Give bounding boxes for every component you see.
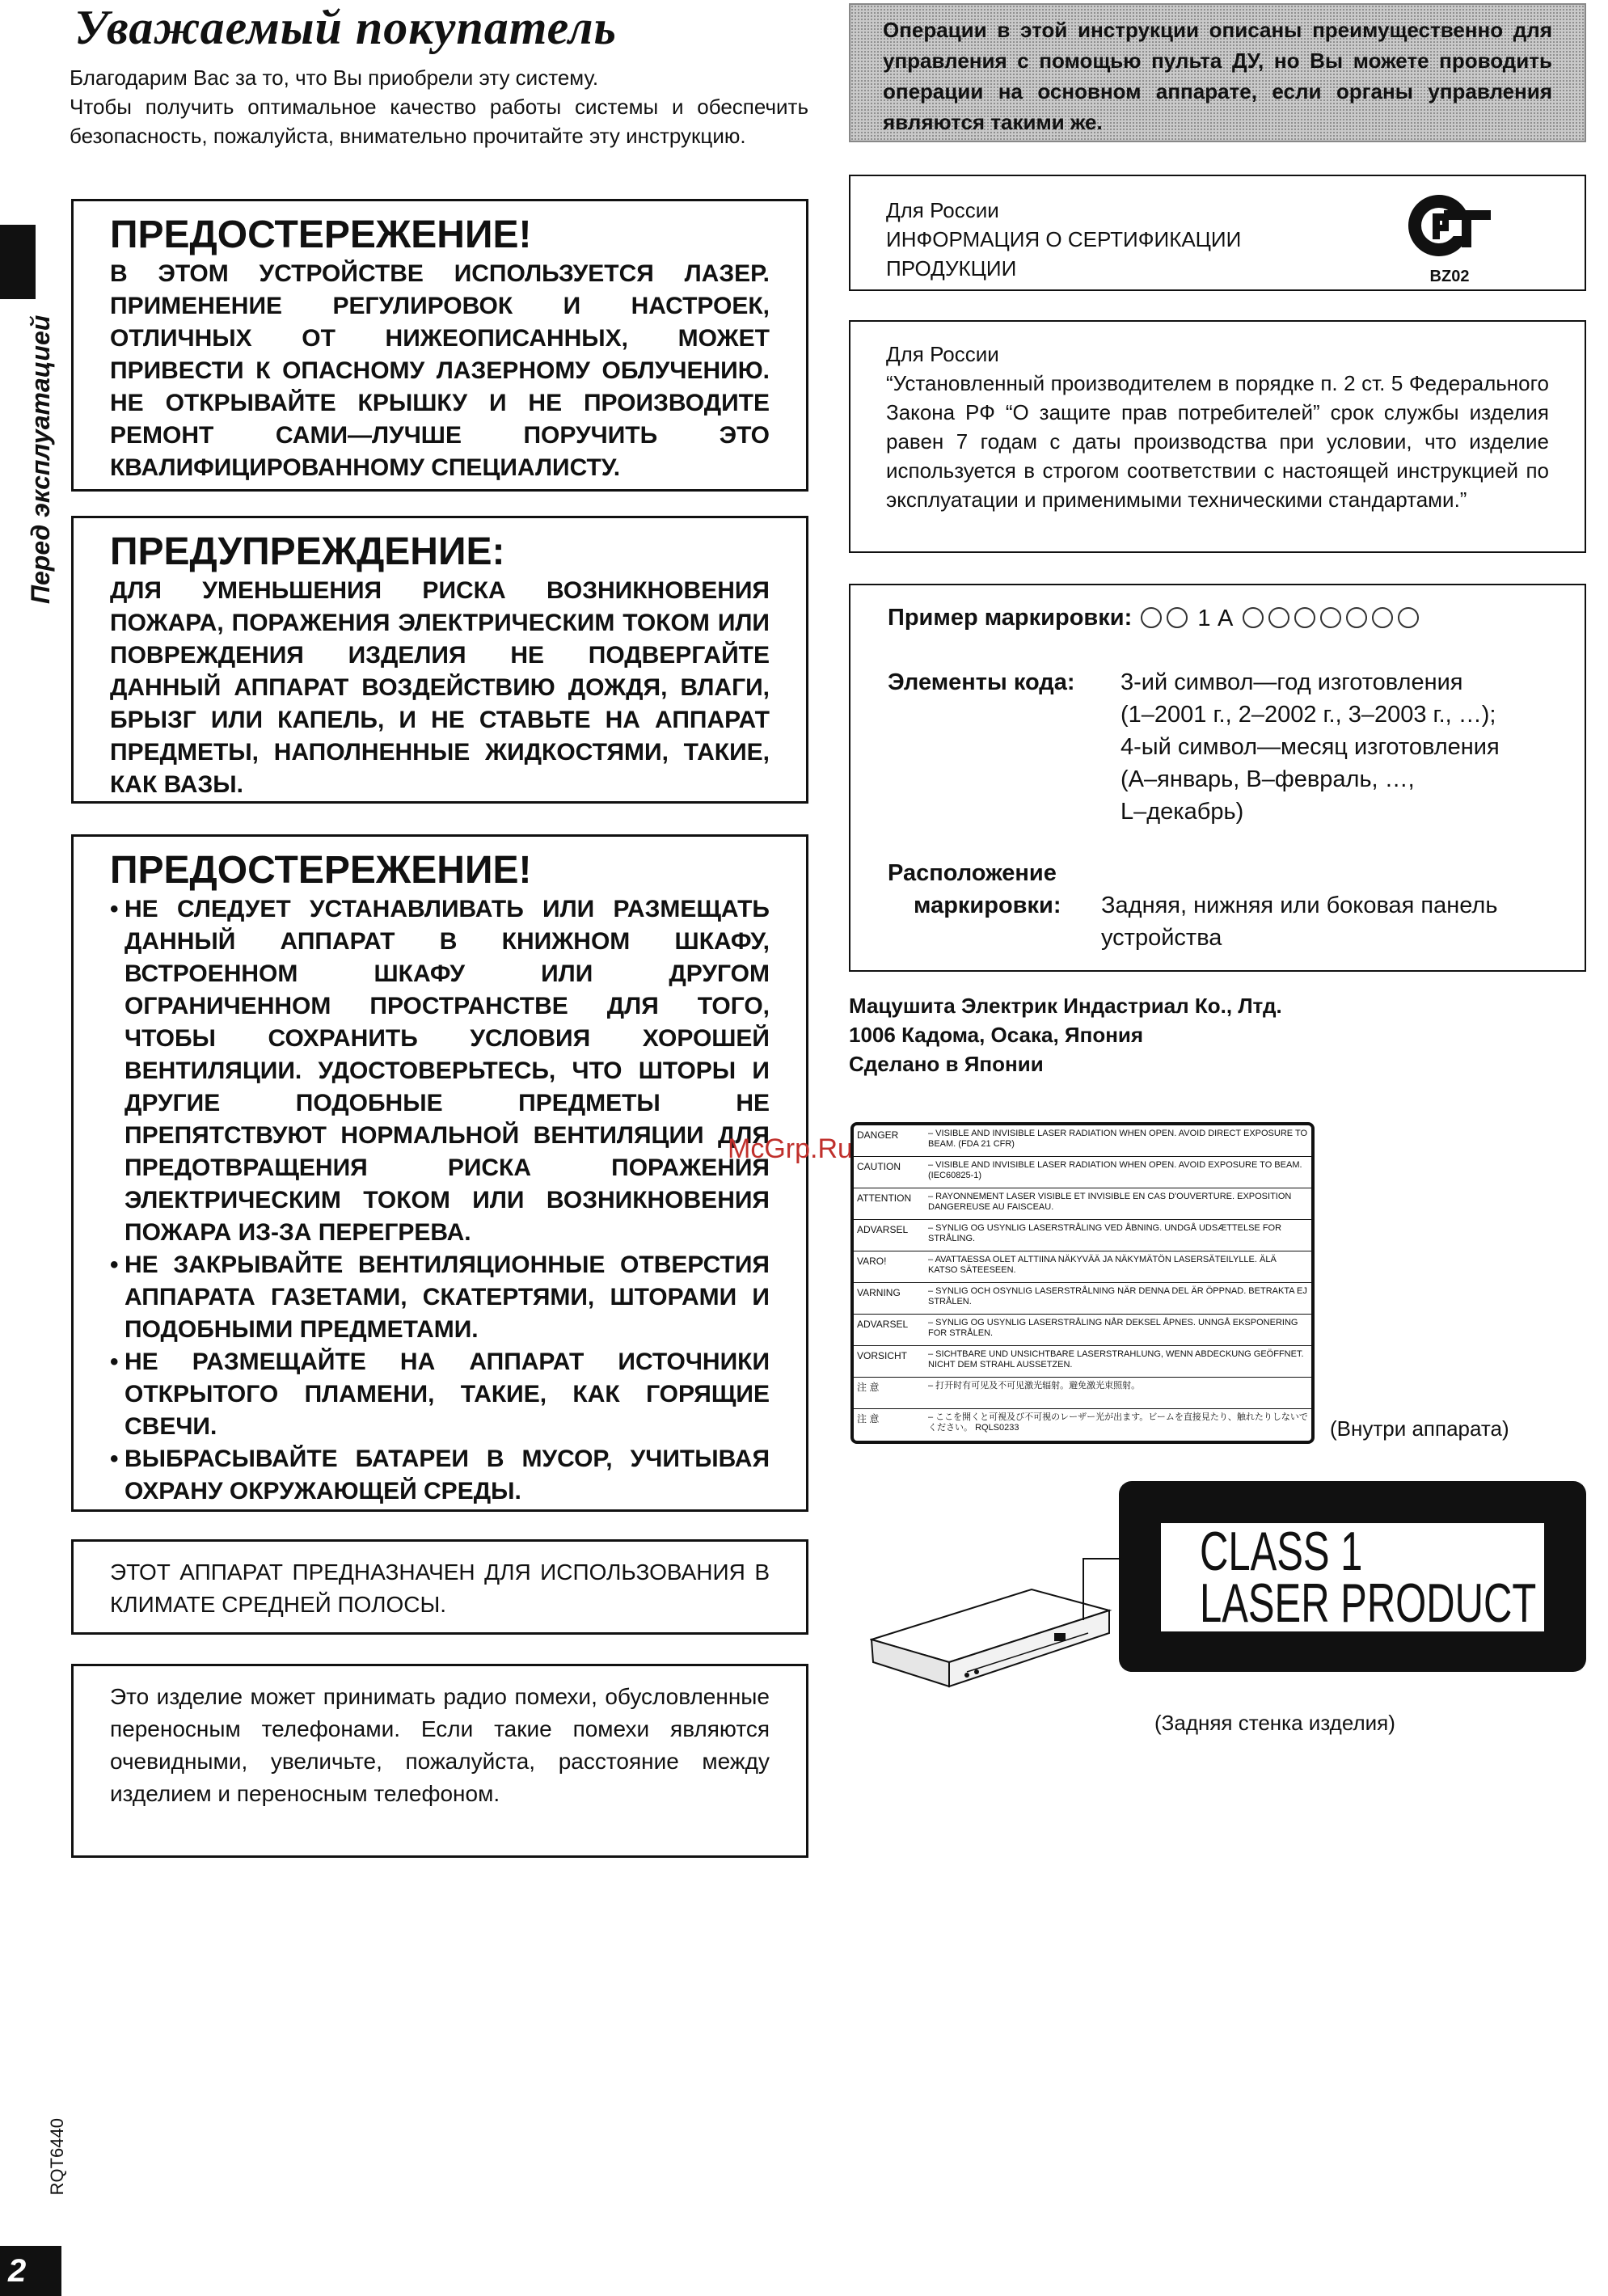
label-key: 注 意	[857, 1382, 880, 1393]
marking-example	[888, 601, 1421, 635]
code-placeholder-icon	[1346, 607, 1367, 628]
manufacturer-line: 1006 Кадома, Осака, Япония	[849, 1023, 1144, 1047]
side-tab-marker	[0, 225, 36, 299]
table-row	[854, 1157, 1311, 1188]
label-text: – 打开时有可见及不可见激光辐射。避免激光束照射。	[928, 1381, 1141, 1391]
page-title: Уважаемый покупатель	[74, 1, 617, 54]
manufacturer-line: Мацушита Электрик Индастриал Ко., Лтд.	[849, 994, 1282, 1018]
caution-title: ПРЕДОСТЕРЕЖЕНИЕ!	[110, 213, 532, 256]
label-text: – RAYONNEMENT LASER VISIBLE ET INVISIBLE EN CAS D'OUVERTURE. EXPOSITION DANGEREUSE AU FAISCEAU.	[928, 1192, 1292, 1212]
climate-text: ЭТОТ АППАРАТ ПРЕДНАЗНАЧЕН ДЛЯ ИСПОЛЬЗОВАНИЯ В КЛИМАТЕ СРЕДНЕЙ ПОЛОСЫ.	[110, 1560, 770, 1617]
caution-box-laser	[71, 199, 808, 492]
certification-box	[849, 175, 1586, 291]
warning-box	[71, 516, 808, 804]
marking-code-pattern	[1138, 602, 1420, 635]
code-placeholder-icon	[1294, 607, 1315, 628]
laser-warning-label	[850, 1122, 1315, 1444]
code-placeholder-icon	[1372, 607, 1393, 628]
location-label-1: Расположение	[888, 860, 1057, 886]
class1-line-2: LASER PRODUCT	[1200, 1572, 1537, 1634]
label-ref: RQLS0233	[975, 1423, 1019, 1433]
manufacturer-line: Сделано в Японии	[849, 1052, 1044, 1076]
interference-box	[71, 1664, 808, 1858]
code-placeholder-icon	[1320, 607, 1341, 628]
label-ref: (IEC60825-1)	[928, 1171, 982, 1180]
table-row	[854, 1220, 1311, 1251]
marking-example-chars: 1 A	[1197, 606, 1233, 632]
class1-line-1: CLASS 1	[1200, 1521, 1363, 1582]
code-placeholder-icon	[1141, 607, 1162, 628]
document-code: RQT6440	[47, 2118, 67, 2196]
for-russia-label: Для России	[886, 342, 999, 366]
page-number-value: 2	[8, 2252, 27, 2289]
table-row	[854, 1283, 1311, 1315]
label-ref: (FDA 21 CFR)	[958, 1139, 1015, 1149]
interference-text: Это изделие может принимать радио помехи, обусловленные переносным телефонами. Если такие помехи являются очевидными, увеличьте, пожалуйста, расстояние между изделием и переносным телефоном.	[110, 1684, 770, 1806]
label-text	[925, 1409, 1311, 1441]
label-text	[925, 1125, 1311, 1156]
label-text: – SYNLIG OG USYNLIG LASERSTRÅLING NÅR DEKSEL ÅPNES. UNNGÅ EKSPONERING FOR STRÅLEN.	[928, 1318, 1298, 1338]
table-row	[854, 1409, 1311, 1441]
climate-box	[71, 1539, 808, 1635]
table-row	[854, 1125, 1311, 1157]
list-item: • ВЫБРАСЫВАЙТЕ БАТАРЕИ В МУСОР, УЧИТЫВАЯ ОХРАНУ ОКРУЖАЮЩЕЙ СРЕДЫ.	[110, 1443, 770, 1508]
table-row	[854, 1188, 1311, 1220]
code-placeholder-icon	[1398, 607, 1419, 628]
label-warning: – VISIBLE AND INVISIBLE LASER RADIATION WHEN OPEN. AVOID EXPOSURE TO BEAM.	[928, 1160, 1302, 1170]
marking-example-label: Пример маркировки:	[888, 605, 1133, 631]
elements-label: Элементы кода:	[888, 669, 1075, 695]
elements-line: 4-ый символ—месяц изготовления	[1121, 734, 1500, 760]
location-description	[1101, 889, 1570, 954]
caution-title: ПРЕДОСТЕРЕЖЕНИЕ!	[110, 849, 532, 892]
label-key: ADVARSEL	[857, 1224, 909, 1235]
for-russia-label: Для России	[886, 198, 999, 222]
certification-logo	[1397, 191, 1502, 288]
label-key: VARO!	[857, 1256, 887, 1267]
table-row	[854, 1378, 1311, 1409]
label-key: ATTENTION	[857, 1192, 912, 1204]
code-placeholder-icon	[1268, 607, 1289, 628]
notice-text: Операции в этой инструкции описаны преимущественно для управления с помощью пульта ДУ, но Вы можете проводить операции на основном аппарате, если органы управления являются такими же.	[883, 18, 1552, 134]
label-text	[925, 1157, 1311, 1188]
elements-description	[1121, 666, 1573, 828]
inside-caption: (Внутри аппарата)	[1330, 1416, 1509, 1441]
label-warning: – VISIBLE AND INVISIBLE LASER RADIATION WHEN OPEN. AVOID DIRECT EXPOSURE TO BEAM.	[928, 1129, 1308, 1149]
list-item: • НЕ ЗАКРЫВАЙТЕ ВЕНТИЛЯЦИОННЫЕ ОТВЕРСТИЯ АППАРАТА ГАЗЕТАМИ, СКАТЕРТЯМИ, ШТОРАМИ И ПОДОБНЫМИ ПРЕДМЕТАМИ.	[110, 1249, 770, 1346]
device-illustration-icon	[870, 1520, 1137, 1690]
intro-text	[70, 63, 808, 150]
label-text: – AVATTAESSA OLET ALTTIINA NÄKYVÄÄ JA NÄKYMÄTÖN LASERSÄTEILYLLE. ÄLÄ KATSO SÄTEESEEN.	[928, 1255, 1277, 1275]
table-row	[854, 1251, 1311, 1283]
label-text: – SYNLIG OG USYNLIG LASERSTRÅLING VED ÅBNING. UNDGÅ UDSÆTTELSE FOR STRÅLING.	[928, 1223, 1282, 1243]
caution-box-ventilation	[71, 834, 808, 1512]
label-text: – SYNLIG OCH OSYNLIG LASERSTRÅLNING NÄR DENNA DEL ÄR ÖPPNAD. BETRAKTA EJ STRÅLEN.	[928, 1286, 1307, 1306]
code-placeholder-icon	[1243, 607, 1264, 628]
location-line: устройства	[1101, 925, 1222, 951]
warning-body: ДЛЯ УМЕНЬШЕНИЯ РИСКА ВОЗНИКНОВЕНИЯ ПОЖАРА, ПОРАЖЕНИЯ ЭЛЕКТРИЧЕСКИМ ТОКОМ ИЛИ ПОВРЕЖДЕНИЯ ИЗДЕЛИЯ НЕ ПОДВЕРГАЙТЕ ДАННЫЙ АППАРАТ ВОЗДЕЙСТВИЮ ДОЖДЯ, ВЛАГИ, БРЫЗГ ИЛИ КАПЕЛЬ, И НЕ СТАВЬТЕ НА АППАРАТ ПРЕДМЕТЫ, НАПОЛНЕННЫЕ ЖИДКОСТЯМИ, ТАКИЕ, КАК ВАЗЫ.	[110, 577, 770, 798]
class1-label-panel	[1161, 1521, 1544, 1634]
caution-list	[110, 893, 770, 1508]
list-item: • НЕ СЛЕДУЕТ УСТАНАВЛИВАТЬ ИЛИ РАЗМЕЩАТЬ ДАННЫЙ АППАРАТ В КНИЖНОМ ШКАФУ, ВСТРОЕННОМ ШКАФУ ИЛИ ДРУГОМ ОГРАНИЧЕННОМ ПРОСТРАНСТВЕ ДЛЯ ТОГО, ЧТОБЫ СОХРАНИТЬ УСЛОВИЯ ХОРОШЕЙ ВЕНТИЛЯЦИИ. УДОСТОВЕРЬТЕСЬ, ЧТО ШТОРЫ И ДРУГИЕ ПОДОБНЫЕ ПРЕДМЕТЫ НЕ ПРЕПЯТСТВУЮТ НОРМАЛЬНОЙ ВЕНТИЛЯЦИИ ДЛЯ ПРЕДОТВРАЩЕНИЯ РИСКА ПОРАЖЕНИЯ ЭЛЕКТРИЧЕСКИМ ТОКОМ ИЛИ ВОЗНИКНОВЕНИЯ ПОЖАРА ИЗ-ЗА ПЕРЕГРЕВА.	[110, 893, 770, 1249]
rear-caption: (Задняя стенка изделия)	[1154, 1711, 1395, 1735]
page-number	[0, 2246, 61, 2296]
label-key: DANGER	[857, 1129, 899, 1141]
service-life-text: “Установленный производителем в порядке п. 2 ст. 5 Федерального Закона РФ “О защите прав потребителей” срок службы изделия равен 7 годам с даты производства при условии, что изделие используется в строгом соответствии с настоящей инструкцией по эксплуатации и применимыми техническими стандартами.”	[886, 371, 1549, 512]
section-tab-label: Перед эксплуатацией	[26, 315, 55, 605]
label-key: ADVARSEL	[857, 1319, 909, 1330]
marking-box	[849, 584, 1586, 972]
table-row	[854, 1346, 1311, 1378]
elements-line: 3-ий символ—год изготовления	[1121, 669, 1463, 695]
label-key: CAUTION	[857, 1161, 901, 1172]
elements-line: (1–2001 г., 2–2002 г., 3–2003 г., …);	[1121, 702, 1496, 728]
manufacturer-info	[849, 991, 1282, 1078]
certification-text: ИНФОРМАЦИЯ О СЕРТИФИКАЦИИ ПРОДУКЦИИ	[886, 227, 1242, 281]
list-item: • НЕ РАЗМЕЩАЙТЕ НА АППАРАТ ИСТОЧНИКИ ОТКРЫТОГО ПЛАМЕНИ, ТАКИЕ, КАК ГОРЯЩИЕ СВЕЧИ.	[110, 1346, 770, 1443]
certification-code: BZ02	[1429, 268, 1470, 285]
intro-line-1: Благодарим Вас за то, что Вы приобрели эту систему.	[70, 65, 599, 90]
label-key: VARNING	[857, 1287, 901, 1298]
elements-line: (A–январь, B–февраль, …,	[1121, 766, 1415, 792]
gost-r-logo-icon	[1405, 191, 1494, 260]
location-label-2: маркировки:	[914, 893, 1061, 918]
remote-control-notice	[849, 3, 1586, 142]
table-row	[854, 1315, 1311, 1346]
code-placeholder-icon	[1167, 607, 1188, 628]
intro-line-2: Чтобы получить оптимальное качество работы системы и обеспечить безопасность, пожалуйста, внимательно прочитайте эту инструкцию.	[70, 95, 808, 148]
watermark: McGrp.Ru	[728, 1133, 853, 1164]
label-key: VORSICHT	[857, 1350, 908, 1361]
warning-title: ПРЕДУПРЕЖДЕНИЕ:	[110, 530, 505, 573]
caution-body: В ЭТОМ УСТРОЙСТВЕ ИСПОЛЬЗУЕТСЯ ЛАЗЕР. ПРИМЕНЕНИЕ РЕГУЛИРОВОК И НАСТРОЕК, ОТЛИЧНЫХ ОТ НИЖЕОПИСАННЫХ, МОЖЕТ ПРИВЕСТИ К ОПАСНОМУ ЛАЗЕРНОМУ ОБЛУЧЕНИЮ. НЕ ОТКРЫВАЙТЕ КРЫШКУ И НЕ ПРОИЗВОДИТЕ РЕМОНТ САМИ—ЛУЧШЕ ПОРУЧИТЬ ЭТО КВАЛИФИЦИРОВАННОМУ СПЕЦИАЛИСТУ.	[110, 260, 770, 481]
elements-line: L–декабрь)	[1121, 799, 1244, 825]
label-warning: – ここを開くと可視及び不可視のレーザー光が出ます。ビームを直接見たり、触れたりしないでください。	[928, 1412, 1308, 1433]
service-life-box	[849, 320, 1586, 553]
location-line: Задняя, нижняя или боковая панель	[1101, 893, 1498, 918]
class1-laser-label	[1119, 1481, 1586, 1672]
label-key: 注 意	[857, 1413, 880, 1424]
label-text: – SICHTBARE UND UNSICHTBARE LASERSTRAHLUNG, WENN ABDECKUNG GEÖFFNET. NICHT DEM STRAHL AUSSETZEN.	[928, 1349, 1304, 1370]
